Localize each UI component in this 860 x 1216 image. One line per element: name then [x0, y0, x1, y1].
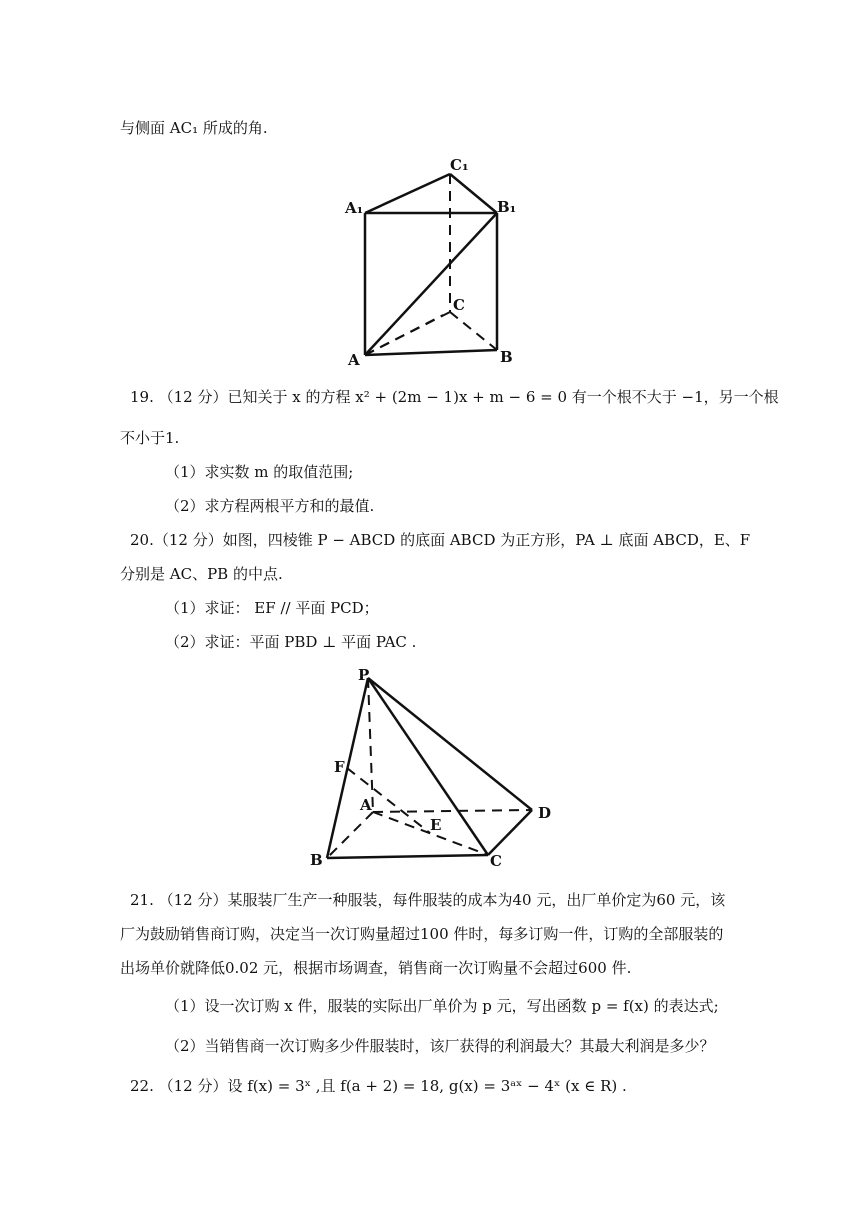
label-B: B: [500, 348, 513, 366]
text-line: 21. （12 分）某服装厂生产一种服装，每件服装的成本为40 元，出厂单价定为60 元，该: [130, 891, 726, 909]
label-E: E: [430, 816, 442, 834]
text-line: （1）设一次订购 x 件，服装的实际出厂单价为 p 元，写出函数 p = f(x) 的表达式;: [165, 997, 719, 1015]
text-line: 22. （12 分）设 f(x) = 3ˣ ,且 f(a + 2) = 18, g(x) = 3ᵃˣ − 4ˣ (x ∈ R) .: [130, 1077, 627, 1095]
text-line: （2）求方程两根平方和的最值.: [165, 497, 375, 515]
text-line: 厂为鼓励销售商订购，决定当一次订购量超过100 件时，每多订购一件，订购的全部服装的: [120, 925, 724, 943]
text-line: 与侧面 AC₁ 所成的角.: [120, 119, 268, 137]
label-A1: A₁: [345, 199, 364, 217]
label-A: A: [360, 796, 372, 814]
edge-AB-hidden: [327, 812, 373, 858]
text-line: （1）求实数 m 的取值范围;: [165, 463, 354, 481]
prism-figure: [340, 150, 530, 370]
label-A: A: [348, 351, 360, 369]
text-line: 出场单价就降低0.02 元，根据市场调查，销售商一次订购量不会超过600 件.: [120, 959, 632, 977]
text-line: 19. （12 分）已知关于 x 的方程 x² + (2m − 1)x + m − 6 = 0 有一个根不大于 −1，另一个根: [130, 388, 779, 406]
text-line: 20.（12 分）如图，四棱锥 P − ABCD 的底面 ABCD 为正方形，PA ⊥ 底面 ABCD，E、F: [130, 531, 751, 549]
text-line: （2）当销售商一次订购多少件服装时，该厂获得的利润最大？其最大利润是多少？: [165, 1037, 715, 1055]
label-C1: C₁: [450, 156, 469, 174]
label-C: C: [453, 296, 465, 314]
label-B: B: [310, 851, 323, 869]
edge-PA-hidden: [368, 678, 373, 812]
edge-C1B1: [450, 174, 497, 213]
pyramid-figure: [300, 660, 570, 875]
edge-AD-hidden: [373, 810, 532, 812]
edge-AC-dash2: [365, 315, 443, 355]
label-P: P: [358, 666, 370, 684]
text-line: 分别是 AC、PB 的中点.: [120, 565, 283, 583]
text-line: （2）求证：平面 PBD ⊥ 平面 PAC .: [165, 633, 417, 651]
edge-AC-hidden: [365, 312, 450, 355]
edge-BC: [327, 855, 488, 858]
text-line: 不小于1.: [120, 429, 180, 447]
edge-PC: [368, 678, 488, 855]
label-B1: B₁: [497, 198, 517, 216]
edge-A1C1: [365, 174, 450, 213]
label-D: D: [538, 804, 552, 822]
edge-CD: [488, 810, 532, 855]
edge-CB-hidden: [450, 312, 497, 350]
label-F: F: [334, 758, 345, 776]
text-line: （1）求证： EF // 平面 PCD；: [165, 599, 379, 617]
label-C: C: [490, 852, 502, 870]
edge-PD: [368, 678, 532, 810]
edge-AB: [365, 350, 497, 355]
